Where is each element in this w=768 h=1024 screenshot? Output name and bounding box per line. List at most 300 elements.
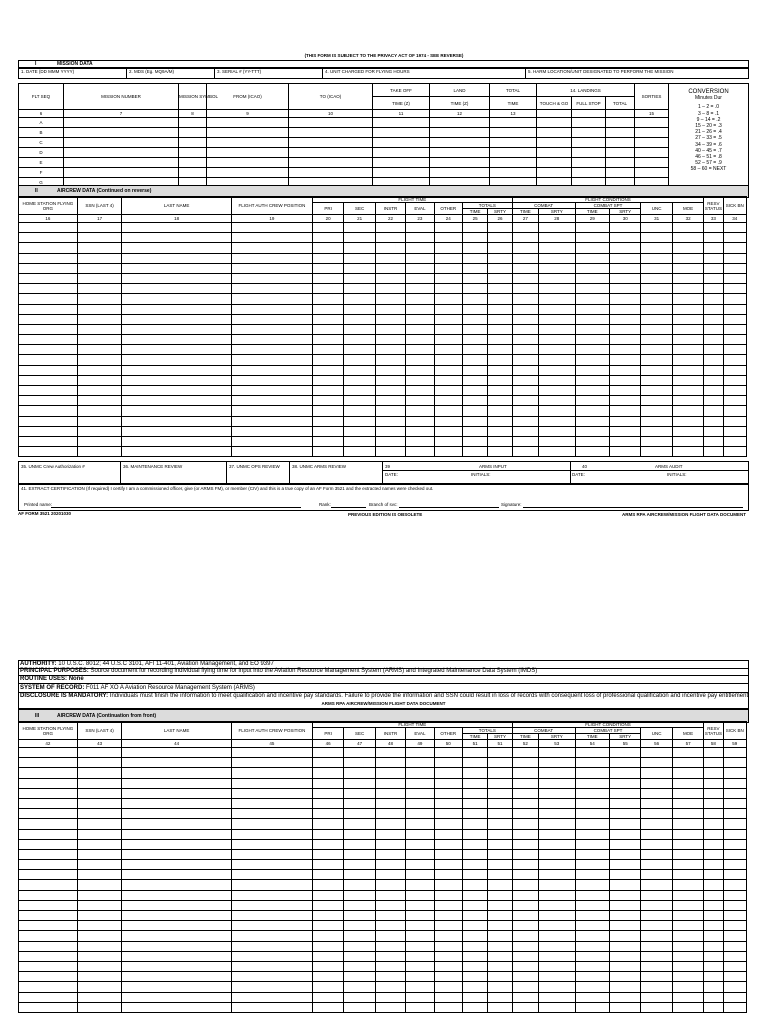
- mission-cell[interactable]: [572, 148, 606, 158]
- aircrew-cell[interactable]: [77, 931, 122, 941]
- aircrew-cell[interactable]: [575, 798, 609, 808]
- aircrew-cell[interactable]: [641, 253, 672, 263]
- aircrew-cell[interactable]: [312, 223, 343, 233]
- aircrew-cell[interactable]: [488, 253, 512, 263]
- aircrew-cell[interactable]: [231, 447, 312, 457]
- aircrew-cell[interactable]: [539, 253, 575, 263]
- aircrew-cell[interactable]: [122, 829, 231, 839]
- aircrew-cell[interactable]: [122, 416, 231, 426]
- aircrew-cell[interactable]: [344, 355, 375, 365]
- mission-cell[interactable]: [537, 138, 572, 148]
- aircrew-cell[interactable]: [434, 324, 462, 334]
- mission-cell[interactable]: [179, 138, 207, 148]
- aircrew-cell[interactable]: [610, 768, 641, 778]
- aircrew-cell[interactable]: [231, 911, 312, 921]
- aircrew-cell[interactable]: [434, 992, 462, 1002]
- aircrew-cell[interactable]: [539, 294, 575, 304]
- aircrew-cell[interactable]: [122, 243, 231, 253]
- aircrew-cell[interactable]: [704, 798, 723, 808]
- aircrew-cell[interactable]: [723, 273, 746, 283]
- aircrew-cell[interactable]: [406, 982, 434, 992]
- aircrew-cell[interactable]: [344, 951, 375, 961]
- aircrew-cell[interactable]: [462, 748, 487, 758]
- aircrew-cell[interactable]: [704, 1002, 723, 1012]
- aircrew-cell[interactable]: [122, 386, 231, 396]
- aircrew-cell[interactable]: [19, 284, 78, 294]
- aircrew-cell[interactable]: [704, 961, 723, 971]
- aircrew-cell[interactable]: [641, 778, 672, 788]
- aircrew-cell[interactable]: [704, 294, 723, 304]
- aircrew-cell[interactable]: [704, 406, 723, 416]
- aircrew-cell[interactable]: [406, 778, 434, 788]
- aircrew-cell[interactable]: [488, 941, 512, 951]
- aircrew-cell[interactable]: [723, 758, 746, 768]
- aircrew-cell[interactable]: [122, 849, 231, 859]
- aircrew-cell[interactable]: [77, 992, 122, 1002]
- aircrew-cell[interactable]: [512, 849, 538, 859]
- aircrew-cell[interactable]: [488, 819, 512, 829]
- aircrew-cell[interactable]: [122, 375, 231, 385]
- aircrew-cell[interactable]: [77, 284, 122, 294]
- aircrew-cell[interactable]: [610, 870, 641, 880]
- aircrew-cell[interactable]: [375, 758, 405, 768]
- aircrew-cell[interactable]: [672, 992, 703, 1002]
- aircrew-cell[interactable]: [375, 778, 405, 788]
- aircrew-cell[interactable]: [19, 294, 78, 304]
- aircrew-cell[interactable]: [539, 1002, 575, 1012]
- aircrew-cell[interactable]: [672, 809, 703, 819]
- aircrew-cell[interactable]: [512, 890, 538, 900]
- aircrew-cell[interactable]: [512, 396, 538, 406]
- aircrew-cell[interactable]: [312, 758, 343, 768]
- aircrew-cell[interactable]: [434, 233, 462, 243]
- aircrew-cell[interactable]: [122, 880, 231, 890]
- aircrew-cell[interactable]: [512, 880, 538, 890]
- aircrew-cell[interactable]: [19, 758, 78, 768]
- aircrew-cell[interactable]: [723, 447, 746, 457]
- mission-cell[interactable]: [289, 118, 373, 128]
- aircrew-cell[interactable]: [434, 436, 462, 446]
- aircrew-cell[interactable]: [723, 263, 746, 273]
- aircrew-cell[interactable]: [672, 972, 703, 982]
- aircrew-cell[interactable]: [344, 314, 375, 324]
- mission-cell[interactable]: [606, 158, 635, 168]
- aircrew-cell[interactable]: [641, 870, 672, 880]
- aircrew-cell[interactable]: [231, 972, 312, 982]
- aircrew-cell[interactable]: [122, 961, 231, 971]
- aircrew-cell[interactable]: [434, 870, 462, 880]
- aircrew-cell[interactable]: [406, 365, 434, 375]
- aircrew-cell[interactable]: [672, 829, 703, 839]
- aircrew-cell[interactable]: [723, 941, 746, 951]
- aircrew-cell[interactable]: [231, 355, 312, 365]
- aircrew-cell[interactable]: [512, 911, 538, 921]
- aircrew-cell[interactable]: [723, 931, 746, 941]
- mission-cell[interactable]: [606, 138, 635, 148]
- aircrew-cell[interactable]: [231, 436, 312, 446]
- aircrew-cell[interactable]: [77, 758, 122, 768]
- aircrew-cell[interactable]: [122, 314, 231, 324]
- aircrew-cell[interactable]: [462, 294, 487, 304]
- aircrew-cell[interactable]: [434, 365, 462, 375]
- aircrew-cell[interactable]: [704, 890, 723, 900]
- aircrew-cell[interactable]: [434, 860, 462, 870]
- aircrew-cell[interactable]: [462, 890, 487, 900]
- aircrew-cell[interactable]: [610, 778, 641, 788]
- aircrew-cell[interactable]: [575, 758, 609, 768]
- aircrew-cell[interactable]: [512, 798, 538, 808]
- aircrew-cell[interactable]: [19, 436, 78, 446]
- aircrew-cell[interactable]: [406, 921, 434, 931]
- aircrew-cell[interactable]: [344, 365, 375, 375]
- aircrew-cell[interactable]: [704, 284, 723, 294]
- aircrew-cell[interactable]: [406, 335, 434, 345]
- mission-cell[interactable]: [537, 148, 572, 158]
- aircrew-cell[interactable]: [122, 911, 231, 921]
- mission-cell[interactable]: [490, 158, 537, 168]
- aircrew-cell[interactable]: [77, 972, 122, 982]
- aircrew-cell[interactable]: [723, 426, 746, 436]
- mission-cell[interactable]: [635, 168, 669, 178]
- aircrew-cell[interactable]: [704, 416, 723, 426]
- aircrew-cell[interactable]: [434, 788, 462, 798]
- aircrew-cell[interactable]: [375, 284, 405, 294]
- aircrew-cell[interactable]: [434, 972, 462, 982]
- aircrew-cell[interactable]: [406, 324, 434, 334]
- mission-cell[interactable]: [430, 128, 490, 138]
- aircrew-cell[interactable]: [462, 243, 487, 253]
- aircrew-cell[interactable]: [539, 436, 575, 446]
- aircrew-cell[interactable]: [610, 436, 641, 446]
- aircrew-cell[interactable]: [406, 375, 434, 385]
- aircrew-cell[interactable]: [539, 798, 575, 808]
- aircrew-cell[interactable]: [723, 314, 746, 324]
- aircrew-cell[interactable]: [312, 961, 343, 971]
- aircrew-cell[interactable]: [610, 829, 641, 839]
- aircrew-cell[interactable]: [610, 426, 641, 436]
- aircrew-cell[interactable]: [122, 758, 231, 768]
- aircrew-cell[interactable]: [704, 972, 723, 982]
- aircrew-cell[interactable]: [704, 951, 723, 961]
- aircrew-cell[interactable]: [344, 829, 375, 839]
- aircrew-cell[interactable]: [375, 324, 405, 334]
- aircrew-cell[interactable]: [77, 355, 122, 365]
- aircrew-cell[interactable]: [488, 304, 512, 314]
- aircrew-cell[interactable]: [704, 396, 723, 406]
- aircrew-cell[interactable]: [434, 911, 462, 921]
- aircrew-cell[interactable]: [231, 426, 312, 436]
- aircrew-cell[interactable]: [462, 355, 487, 365]
- aircrew-cell[interactable]: [434, 778, 462, 788]
- aircrew-cell[interactable]: [406, 416, 434, 426]
- aircrew-cell[interactable]: [512, 416, 538, 426]
- aircrew-cell[interactable]: [704, 931, 723, 941]
- aircrew-cell[interactable]: [704, 335, 723, 345]
- aircrew-cell[interactable]: [723, 900, 746, 910]
- aircrew-cell[interactable]: [575, 788, 609, 798]
- aircrew-cell[interactable]: [375, 860, 405, 870]
- aircrew-cell[interactable]: [122, 436, 231, 446]
- aircrew-cell[interactable]: [512, 304, 538, 314]
- aircrew-cell[interactable]: [539, 263, 575, 273]
- aircrew-cell[interactable]: [704, 880, 723, 890]
- aircrew-cell[interactable]: [512, 355, 538, 365]
- aircrew-cell[interactable]: [344, 788, 375, 798]
- aircrew-cell[interactable]: [610, 345, 641, 355]
- aircrew-cell[interactable]: [539, 778, 575, 788]
- aircrew-cell[interactable]: [434, 941, 462, 951]
- aircrew-cell[interactable]: [406, 758, 434, 768]
- aircrew-cell[interactable]: [462, 396, 487, 406]
- aircrew-cell[interactable]: [610, 243, 641, 253]
- aircrew-cell[interactable]: [312, 880, 343, 890]
- aircrew-cell[interactable]: [77, 314, 122, 324]
- aircrew-cell[interactable]: [488, 1002, 512, 1012]
- aircrew-cell[interactable]: [344, 931, 375, 941]
- aircrew-cell[interactable]: [77, 396, 122, 406]
- aircrew-cell[interactable]: [77, 839, 122, 849]
- mission-cell[interactable]: [572, 118, 606, 128]
- mission-cell[interactable]: [572, 168, 606, 178]
- aircrew-cell[interactable]: [77, 273, 122, 283]
- aircrew-cell[interactable]: [375, 345, 405, 355]
- aircrew-cell[interactable]: [488, 375, 512, 385]
- aircrew-cell[interactable]: [434, 758, 462, 768]
- aircrew-cell[interactable]: [488, 890, 512, 900]
- aircrew-cell[interactable]: [434, 961, 462, 971]
- aircrew-cell[interactable]: [375, 335, 405, 345]
- aircrew-cell[interactable]: [539, 375, 575, 385]
- aircrew-cell[interactable]: [231, 982, 312, 992]
- aircrew-cell[interactable]: [488, 324, 512, 334]
- mission-cell[interactable]: [179, 148, 207, 158]
- aircrew-cell[interactable]: [406, 355, 434, 365]
- aircrew-cell[interactable]: [434, 880, 462, 890]
- aircrew-cell[interactable]: [704, 870, 723, 880]
- aircrew-cell[interactable]: [122, 890, 231, 900]
- aircrew-cell[interactable]: [406, 223, 434, 233]
- aircrew-cell[interactable]: [723, 829, 746, 839]
- aircrew-cell[interactable]: [704, 426, 723, 436]
- aircrew-cell[interactable]: [723, 849, 746, 859]
- aircrew-cell[interactable]: [434, 921, 462, 931]
- aircrew-cell[interactable]: [672, 961, 703, 971]
- aircrew-cell[interactable]: [344, 436, 375, 446]
- aircrew-cell[interactable]: [723, 355, 746, 365]
- aircrew-cell[interactable]: [231, 880, 312, 890]
- aircrew-cell[interactable]: [344, 273, 375, 283]
- aircrew-cell[interactable]: [231, 921, 312, 931]
- aircrew-cell[interactable]: [231, 890, 312, 900]
- aircrew-cell[interactable]: [19, 982, 78, 992]
- aircrew-cell[interactable]: [610, 951, 641, 961]
- aircrew-cell[interactable]: [672, 798, 703, 808]
- aircrew-cell[interactable]: [312, 768, 343, 778]
- mission-cell[interactable]: [64, 148, 179, 158]
- aircrew-cell[interactable]: [488, 870, 512, 880]
- aircrew-cell[interactable]: [575, 233, 609, 243]
- aircrew-cell[interactable]: [723, 870, 746, 880]
- mission-cell[interactable]: [373, 148, 430, 158]
- aircrew-cell[interactable]: [344, 778, 375, 788]
- aircrew-cell[interactable]: [312, 386, 343, 396]
- aircrew-cell[interactable]: [406, 253, 434, 263]
- aircrew-cell[interactable]: [539, 223, 575, 233]
- aircrew-cell[interactable]: [312, 436, 343, 446]
- aircrew-cell[interactable]: [723, 860, 746, 870]
- aircrew-cell[interactable]: [406, 396, 434, 406]
- aircrew-cell[interactable]: [19, 304, 78, 314]
- aircrew-cell[interactable]: [575, 375, 609, 385]
- mission-cell[interactable]: [572, 158, 606, 168]
- aircrew-cell[interactable]: [375, 355, 405, 365]
- aircrew-cell[interactable]: [610, 447, 641, 457]
- aircrew-cell[interactable]: [122, 253, 231, 263]
- aircrew-cell[interactable]: [462, 314, 487, 324]
- aircrew-cell[interactable]: [488, 335, 512, 345]
- aircrew-cell[interactable]: [344, 386, 375, 396]
- aircrew-cell[interactable]: [704, 436, 723, 446]
- aircrew-cell[interactable]: [672, 253, 703, 263]
- aircrew-cell[interactable]: [512, 223, 538, 233]
- aircrew-cell[interactable]: [312, 426, 343, 436]
- aircrew-cell[interactable]: [539, 870, 575, 880]
- aircrew-cell[interactable]: [672, 416, 703, 426]
- aircrew-cell[interactable]: [231, 809, 312, 819]
- aircrew-cell[interactable]: [723, 839, 746, 849]
- aircrew-cell[interactable]: [488, 880, 512, 890]
- aircrew-cell[interactable]: [434, 223, 462, 233]
- aircrew-cell[interactable]: [575, 809, 609, 819]
- aircrew-cell[interactable]: [641, 982, 672, 992]
- mission-cell[interactable]: [537, 158, 572, 168]
- aircrew-cell[interactable]: [488, 768, 512, 778]
- aircrew-cell[interactable]: [641, 788, 672, 798]
- aircrew-cell[interactable]: [312, 1002, 343, 1012]
- mission-cell[interactable]: [207, 118, 289, 128]
- aircrew-cell[interactable]: [344, 416, 375, 426]
- aircrew-cell[interactable]: [375, 972, 405, 982]
- aircrew-cell[interactable]: [406, 849, 434, 859]
- maintenance-review-field[interactable]: 36. MAINTENANCE REVIEW: [123, 464, 183, 469]
- aircrew-cell[interactable]: [406, 890, 434, 900]
- mission-cell[interactable]: [606, 168, 635, 178]
- aircrew-cell[interactable]: [231, 819, 312, 829]
- aircrew-cell[interactable]: [406, 941, 434, 951]
- aircrew-cell[interactable]: [704, 900, 723, 910]
- aircrew-cell[interactable]: [312, 839, 343, 849]
- aircrew-cell[interactable]: [375, 809, 405, 819]
- aircrew-cell[interactable]: [641, 839, 672, 849]
- aircrew-cell[interactable]: [231, 375, 312, 385]
- aircrew-cell[interactable]: [122, 860, 231, 870]
- mission-cell[interactable]: [635, 158, 669, 168]
- aircrew-cell[interactable]: [512, 768, 538, 778]
- aircrew-cell[interactable]: [19, 233, 78, 243]
- aircrew-cell[interactable]: [122, 982, 231, 992]
- mission-cell[interactable]: [179, 128, 207, 138]
- aircrew-cell[interactable]: [723, 961, 746, 971]
- aircrew-cell[interactable]: [672, 314, 703, 324]
- aircrew-cell[interactable]: [19, 931, 78, 941]
- aircrew-cell[interactable]: [77, 798, 122, 808]
- aircrew-cell[interactable]: [575, 829, 609, 839]
- aircrew-cell[interactable]: [575, 992, 609, 1002]
- aircrew-cell[interactable]: [539, 416, 575, 426]
- arms-audit-date[interactable]: DATE:: [572, 472, 585, 477]
- aircrew-cell[interactable]: [231, 992, 312, 1002]
- aircrew-cell[interactable]: [539, 365, 575, 375]
- arms-audit-initials[interactable]: INITIALS:: [667, 472, 687, 477]
- aircrew-cell[interactable]: [434, 294, 462, 304]
- aircrew-cell[interactable]: [641, 304, 672, 314]
- aircrew-cell[interactable]: [641, 961, 672, 971]
- aircrew-cell[interactable]: [488, 447, 512, 457]
- aircrew-cell[interactable]: [231, 233, 312, 243]
- aircrew-cell[interactable]: [641, 921, 672, 931]
- aircrew-cell[interactable]: [488, 849, 512, 859]
- aircrew-cell[interactable]: [344, 335, 375, 345]
- aircrew-cell[interactable]: [488, 860, 512, 870]
- aircrew-cell[interactable]: [641, 233, 672, 243]
- aircrew-cell[interactable]: [704, 992, 723, 1002]
- aircrew-cell[interactable]: [539, 839, 575, 849]
- aircrew-cell[interactable]: [539, 243, 575, 253]
- aircrew-cell[interactable]: [462, 992, 487, 1002]
- aircrew-cell[interactable]: [77, 345, 122, 355]
- aircrew-cell[interactable]: [19, 829, 78, 839]
- aircrew-cell[interactable]: [77, 900, 122, 910]
- aircrew-cell[interactable]: [375, 849, 405, 859]
- aircrew-cell[interactable]: [723, 335, 746, 345]
- aircrew-cell[interactable]: [704, 447, 723, 457]
- aircrew-cell[interactable]: [122, 798, 231, 808]
- aircrew-cell[interactable]: [375, 1002, 405, 1012]
- aircrew-cell[interactable]: [344, 890, 375, 900]
- aircrew-cell[interactable]: [539, 396, 575, 406]
- aircrew-cell[interactable]: [19, 375, 78, 385]
- aircrew-cell[interactable]: [641, 335, 672, 345]
- aircrew-cell[interactable]: [723, 951, 746, 961]
- aircrew-cell[interactable]: [488, 314, 512, 324]
- aircrew-cell[interactable]: [406, 294, 434, 304]
- aircrew-cell[interactable]: [610, 788, 641, 798]
- mission-cell[interactable]: [537, 128, 572, 138]
- aircrew-cell[interactable]: [512, 1002, 538, 1012]
- aircrew-cell[interactable]: [512, 233, 538, 243]
- aircrew-cell[interactable]: [575, 396, 609, 406]
- aircrew-cell[interactable]: [312, 273, 343, 283]
- aircrew-cell[interactable]: [539, 809, 575, 819]
- aircrew-cell[interactable]: [19, 273, 78, 283]
- mission-cell[interactable]: [289, 148, 373, 158]
- aircrew-cell[interactable]: [641, 931, 672, 941]
- aircrew-cell[interactable]: [122, 273, 231, 283]
- aircrew-cell[interactable]: [672, 386, 703, 396]
- aircrew-cell[interactable]: [344, 396, 375, 406]
- aircrew-cell[interactable]: [406, 911, 434, 921]
- aircrew-cell[interactable]: [610, 798, 641, 808]
- aircrew-cell[interactable]: [488, 809, 512, 819]
- aircrew-cell[interactable]: [434, 396, 462, 406]
- aircrew-cell[interactable]: [231, 253, 312, 263]
- mission-cell[interactable]: [373, 158, 430, 168]
- aircrew-cell[interactable]: [672, 406, 703, 416]
- aircrew-cell[interactable]: [375, 911, 405, 921]
- aircrew-cell[interactable]: [512, 982, 538, 992]
- ops-review-field[interactable]: 37. UNMC OPS REVIEW: [229, 464, 280, 469]
- aircrew-cell[interactable]: [375, 921, 405, 931]
